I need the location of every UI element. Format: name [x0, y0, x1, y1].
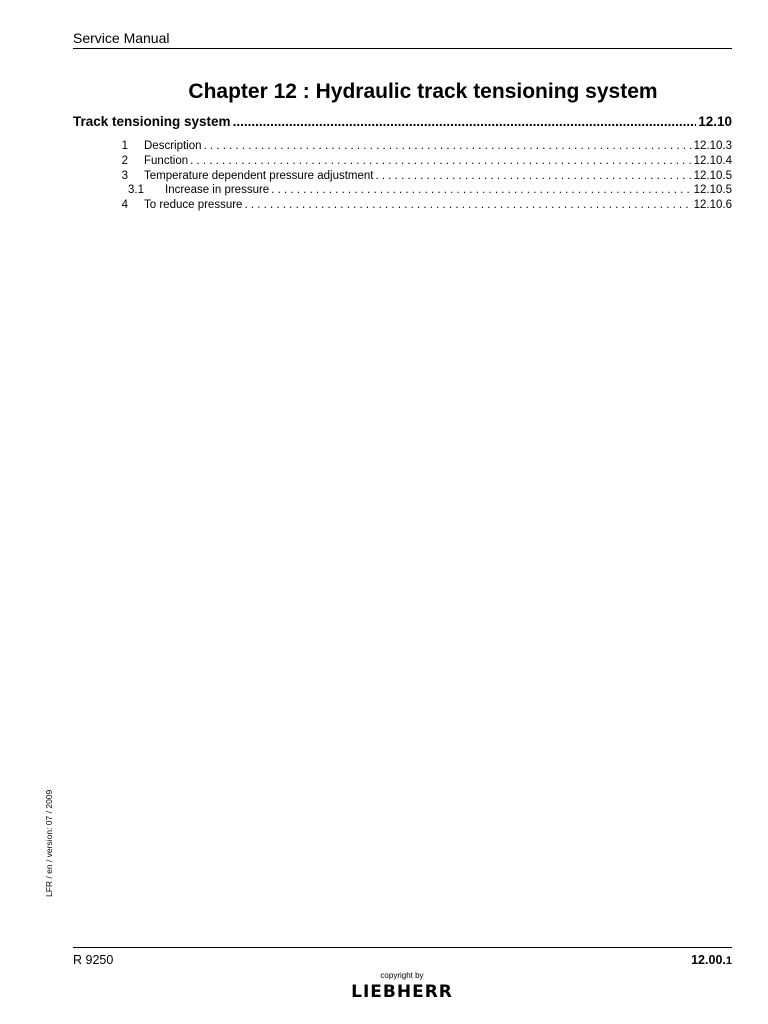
- footer-page-minor: 1: [725, 955, 732, 967]
- toc-entry-2[interactable]: [73, 155, 732, 170]
- toc-entry-leader: [244, 199, 691, 211]
- footer-rule: [73, 947, 732, 948]
- toc-entry-number: 3: [121, 169, 128, 182]
- toc-entry-1[interactable]: [73, 140, 732, 155]
- toc-entry-leader: [376, 170, 692, 182]
- liebherr-logo: LIEBHERR: [351, 982, 453, 1002]
- toc-entry-number: 1: [121, 140, 128, 152]
- toc-entry-label: Increase in pressure: [165, 184, 270, 197]
- toc-section-page: 12.10: [698, 114, 732, 129]
- toc-entry-page: 12.10.3: [693, 140, 732, 152]
- toc-entry-page: 12.10.6: [693, 199, 732, 212]
- header-title: Service Manual: [73, 30, 170, 46]
- toc-entry-4[interactable]: [73, 199, 732, 214]
- toc-entry-page: 12.10.5: [693, 184, 732, 197]
- toc-entry-number: 3.1: [128, 184, 144, 197]
- toc-list: [73, 140, 732, 214]
- chapter-title: Chapter 12 : Hydraulic track tensioning system: [188, 80, 658, 103]
- toc-section-entry[interactable]: [73, 114, 732, 129]
- toc-entry-number: 4: [121, 199, 128, 212]
- toc-entry-label: Description: [144, 140, 202, 152]
- toc-entry-leader: [190, 155, 692, 167]
- toc-entry-leader: [204, 140, 692, 152]
- version-sidebar-text: LFR / en / version: 07 / 2009: [44, 789, 54, 897]
- toc-entry-label: Function: [144, 154, 189, 167]
- footer-model: R 9250: [73, 953, 114, 967]
- toc-entry-3-1[interactable]: [73, 184, 732, 199]
- footer-page-number: [691, 953, 732, 967]
- toc-section-leader: [233, 114, 697, 129]
- header-rule: [73, 48, 732, 49]
- toc-entry-page: 12.10.4: [693, 154, 732, 167]
- footer-page-major: 12.00.: [691, 953, 726, 967]
- toc-section-label: Track tensioning system: [73, 114, 231, 129]
- toc-entry-label: Temperature dependent pressure adjustment: [144, 169, 374, 182]
- toc-entry-number: 2: [121, 154, 128, 167]
- toc-entry-label: To reduce pressure: [144, 199, 243, 212]
- toc-entry-3[interactable]: [73, 170, 732, 185]
- copyright-text: copyright by: [380, 971, 424, 980]
- toc-entry-leader: [271, 184, 691, 196]
- toc-entry-page: 12.10.5: [693, 169, 732, 182]
